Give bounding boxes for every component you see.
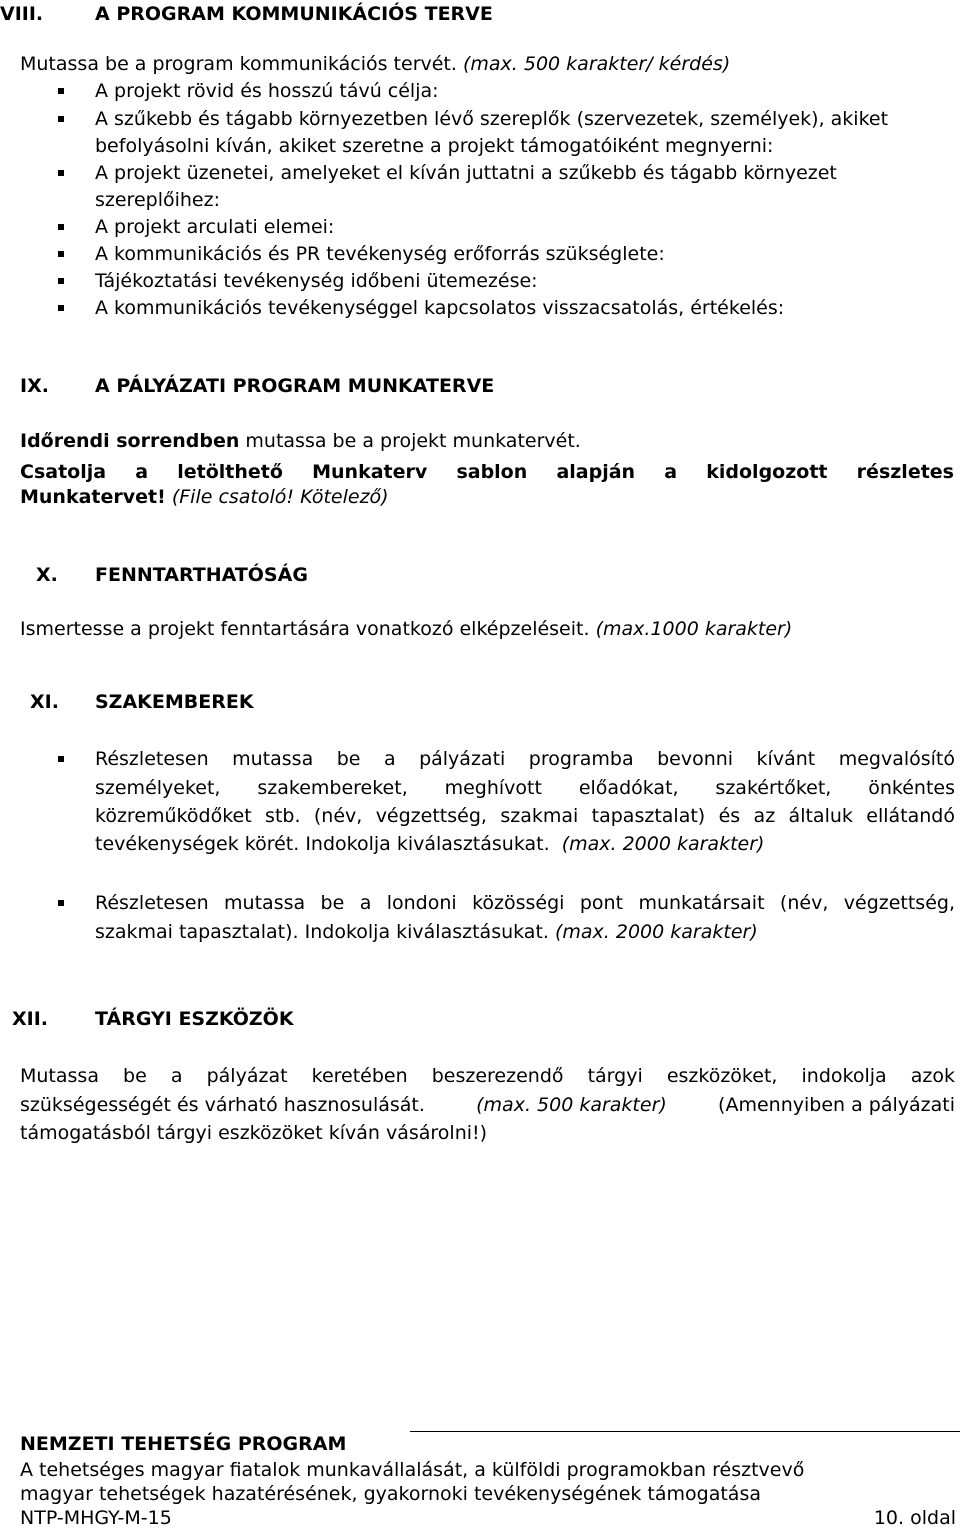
section-9-attachment-note: (File csatoló! Kötelező): [165, 486, 389, 508]
section-12-number: XII.: [12, 1008, 49, 1030]
section-9-line-1-rest: mutassa be a projekt munkatervét.: [239, 430, 581, 452]
section-11-p1-last-text: tevékenységek körét. Indokolja kiválasztásukat.: [95, 833, 550, 855]
list-item: A projekt rövid és hosszú távú célja:: [95, 80, 439, 102]
section-8-intro-text: Mutassa be a program kommunikációs tervét.: [20, 53, 457, 75]
section-8-intro-note: (max. 500 karakter/ kérdés): [462, 53, 731, 75]
list-item-continuation: befolyásolni kíván, akiket szeretne a projekt támogatóiként megnyerni:: [95, 135, 774, 157]
section-12-line-2-paren: (Amennyiben a pályázati: [718, 1094, 955, 1116]
footer-org: NEMZETI TEHETSÉG PROGRAM: [20, 1433, 347, 1455]
section-11-p1-line-3: közreműködőket stb. (név, végzettség, szakmai tapasztalat) és az általuk ellátandó: [95, 805, 955, 827]
bullet-marker: [58, 251, 64, 257]
section-9-line-3-bold: Munkatervet!: [20, 486, 166, 508]
bullet-marker: [58, 224, 64, 230]
section-11-p2-line-2: [95, 919, 758, 945]
section-11-number: XI.: [30, 691, 59, 713]
section-9-title: A PÁLYÁZATI PROGRAM MUNKATERVE: [95, 375, 495, 397]
footer-divider: [410, 1431, 960, 1432]
section-10-text-main: Ismertesse a projekt fenntartására vonatkozó elképzeléseit.: [20, 618, 590, 640]
list-item: A projekt üzenetei, amelyeket el kíván juttatni a szűkebb és tágabb környezet: [95, 162, 837, 184]
section-11-p2-line-1: Részletesen mutassa be a londoni közösségi pont munkatársait (név, végzettség,: [95, 892, 955, 914]
section-12-line-1: Mutassa be a pályázat keretében beszerezendő tárgyi eszközöket, indokolja azok: [20, 1065, 955, 1087]
section-9-line-3: [20, 484, 389, 510]
bullet-marker: [58, 170, 64, 176]
bullet-marker: [58, 900, 64, 906]
section-10-text: [20, 616, 792, 642]
section-10-title: FENNTARTHATÓSÁG: [95, 564, 308, 586]
footer-line-2: magyar tehetségek hazatérésének, gyakornoki tevékenységének támogatása: [20, 1483, 761, 1505]
bullet-marker: [58, 116, 64, 122]
bullet-marker: [58, 278, 64, 284]
section-11-p1-line-1: Részletesen mutassa be a pályázati programba bevonni kívánt megvalósító: [95, 748, 955, 770]
section-8-intro: [20, 51, 730, 77]
section-10-number: X.: [36, 564, 58, 586]
section-12-note: (max. 500 karakter): [476, 1094, 667, 1116]
section-11-p1-note: (max. 2000 karakter): [561, 833, 765, 855]
list-item: A kommunikációs tevékenységgel kapcsolatos visszacsatolás, értékelés:: [95, 297, 785, 319]
section-11-title: SZAKEMBEREK: [95, 691, 254, 713]
list-item-continuation: szereplőihez:: [95, 189, 220, 211]
section-12-line-2-text: szükségességét és várható hasznosulását.: [20, 1094, 425, 1116]
list-item: A kommunikációs és PR tevékenység erőforrás szükséglete:: [95, 243, 665, 265]
section-12-line-2: [20, 1092, 955, 1118]
section-9-line-1: [20, 428, 581, 454]
section-11-p1-line-4: [95, 831, 764, 857]
list-item: A szűkebb és tágabb környezetben lévő szereplők (szervezetek, személyek), akiket: [95, 108, 889, 130]
section-12-title: TÁRGYI ESZKÖZÖK: [95, 1008, 294, 1030]
section-8-title: A PROGRAM KOMMUNIKÁCIÓS TERVE: [95, 3, 493, 25]
bullet-marker: [58, 305, 64, 311]
page-number: 10. oldal: [873, 1507, 956, 1529]
footer-line-1: A tehetséges magyar fiatalok munkavállalását, a külföldi programokban résztvevő: [20, 1459, 805, 1481]
section-9-number: IX.: [20, 375, 49, 397]
section-8-number: VIII.: [0, 3, 44, 25]
section-10-note: (max.1000 karakter): [595, 618, 793, 640]
section-11-p1-line-2: személyeket, szakembereket, meghívott előadókat, szakértőket, önkéntes: [95, 777, 955, 799]
list-item: Tájékoztatási tevékenység időbeni ütemezése:: [95, 270, 538, 292]
section-9-line-1-bold: Időrendi sorrendben: [20, 430, 240, 452]
section-12-line-3: támogatásból tárgyi eszközöket kíván vásárolni!): [20, 1122, 488, 1144]
bullet-marker: [58, 88, 64, 94]
list-item: A projekt arculati elemei:: [95, 216, 335, 238]
section-11-p2-note: (max. 2000 karakter): [554, 921, 758, 943]
bullet-marker: [58, 756, 64, 762]
section-9-line-2: Csatolja a letölthető Munkaterv sablon alapján a kidolgozott részletes: [20, 461, 954, 483]
footer-code: NTP-MHGY-M-15: [20, 1507, 172, 1529]
section-11-p2-text: szakmai tapasztalat). Indokolja kiválasztásukat.: [95, 921, 549, 943]
